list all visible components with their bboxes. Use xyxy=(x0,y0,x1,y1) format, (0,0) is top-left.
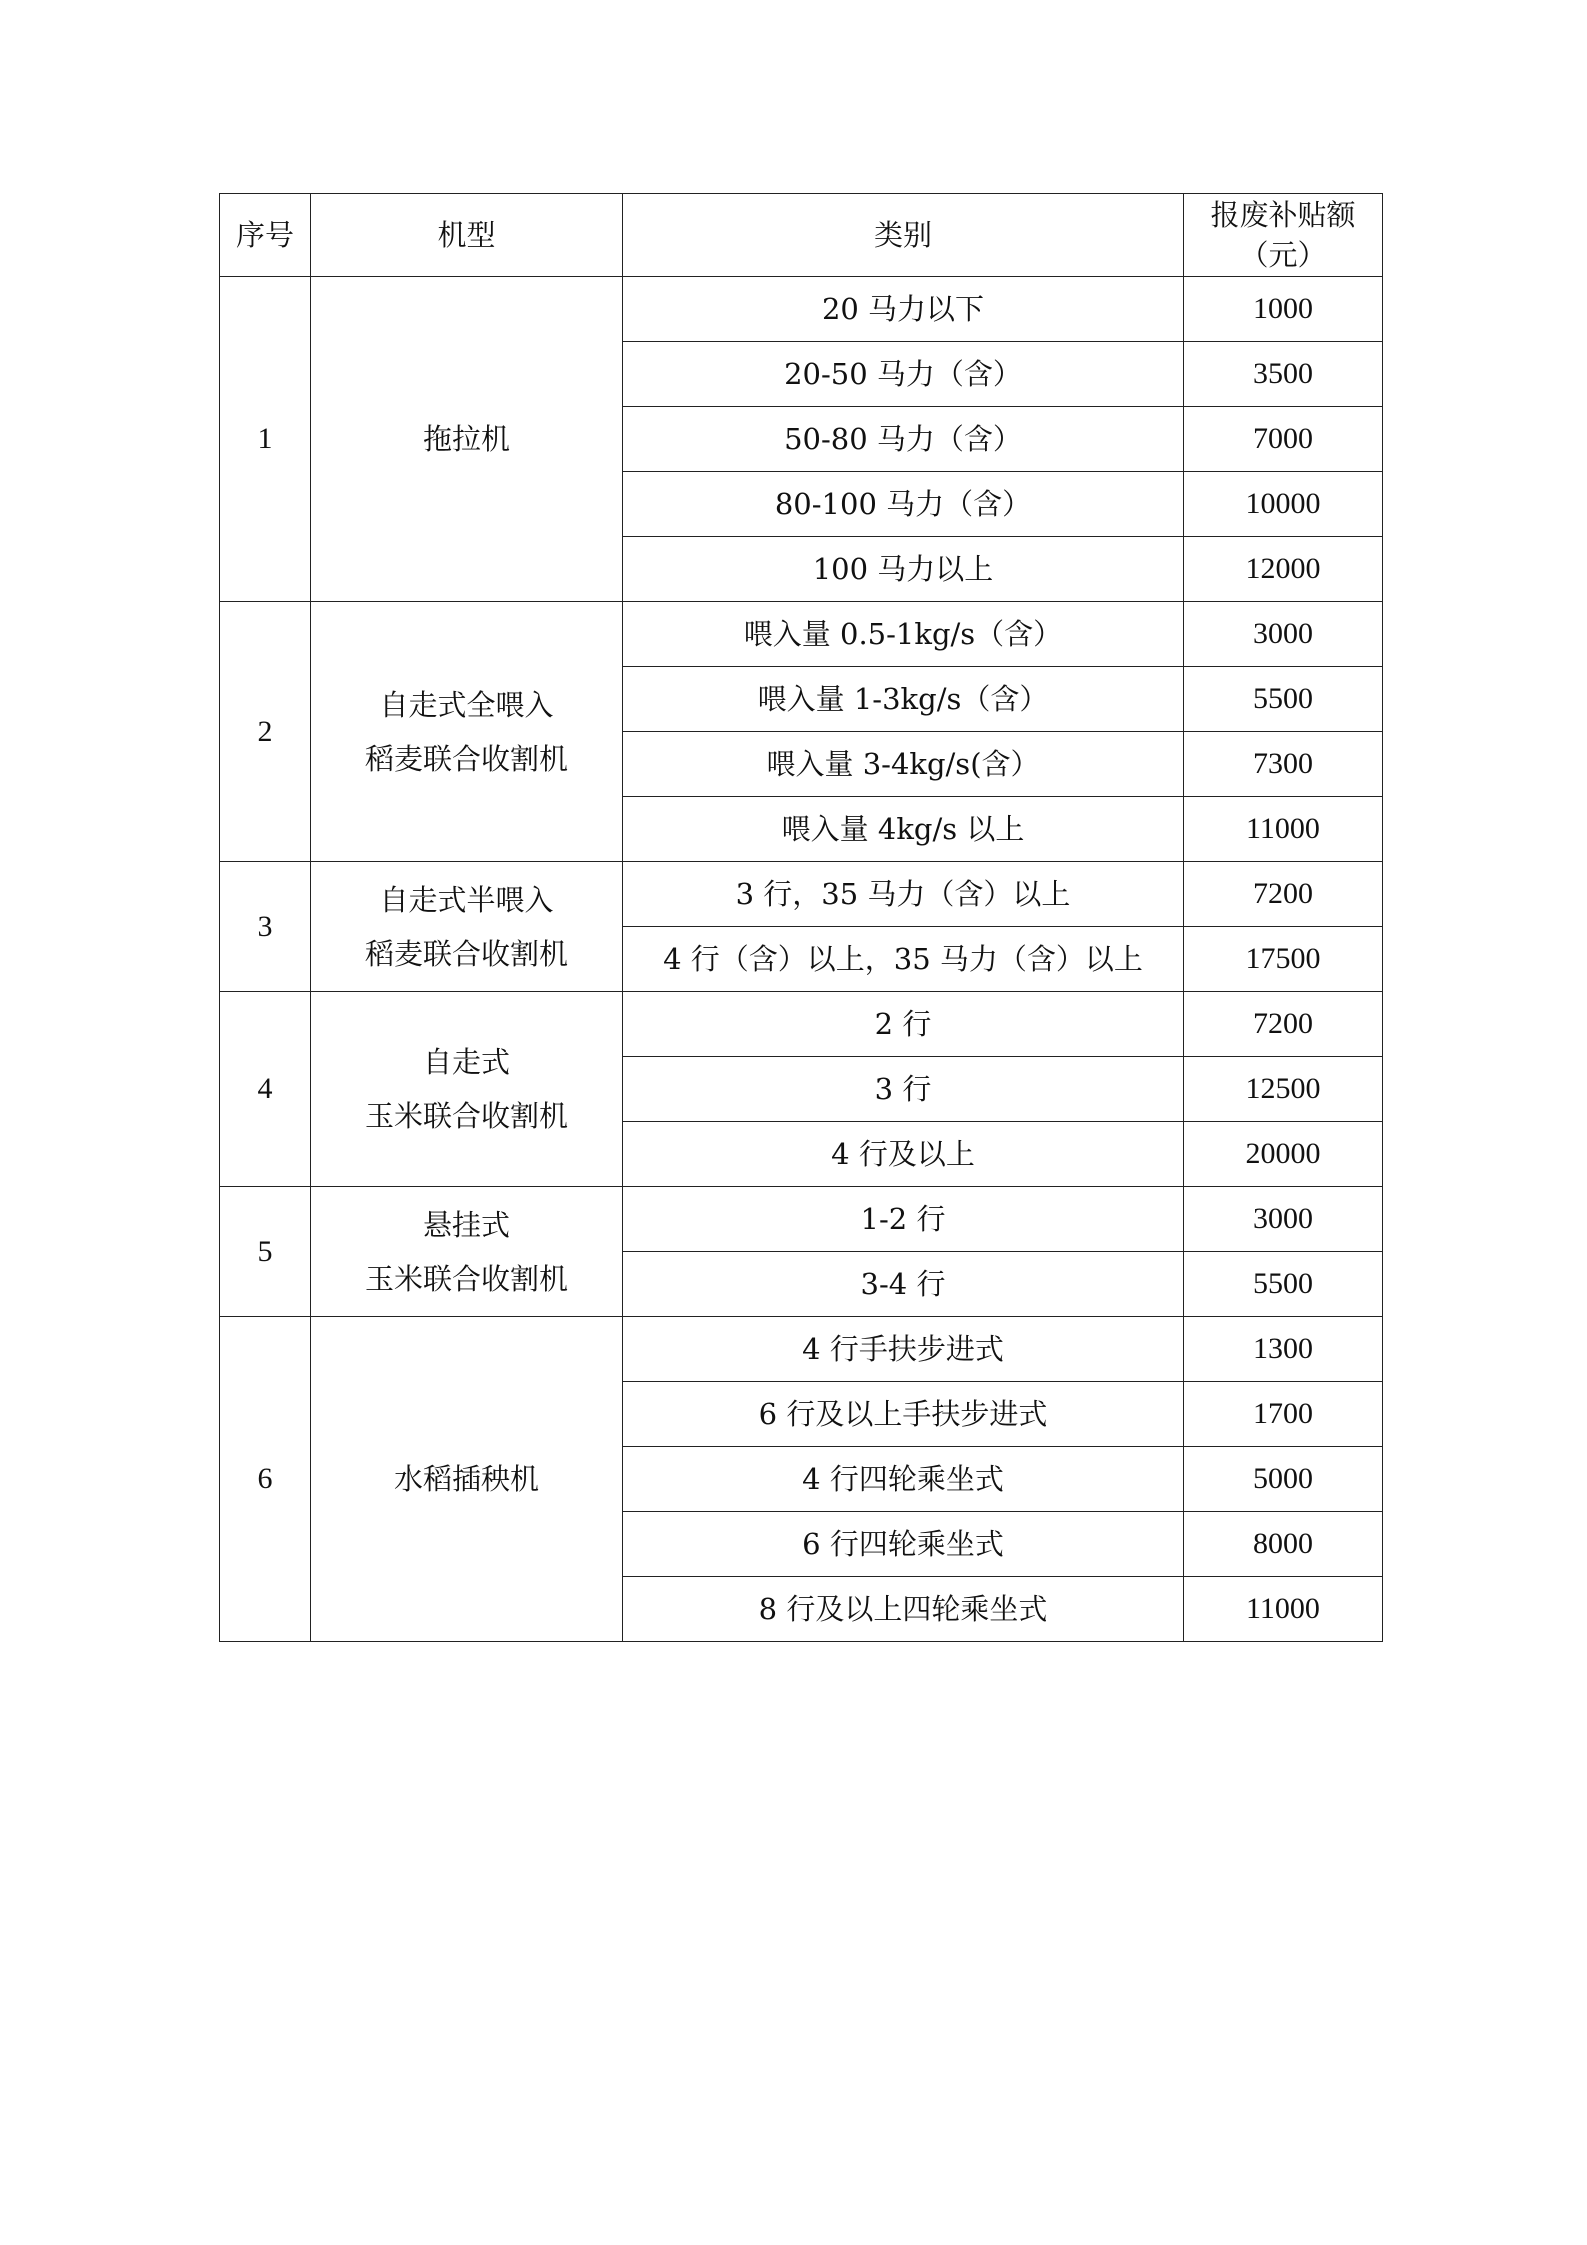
category-cell: 20 马力以下 xyxy=(623,277,1184,342)
header-amount xyxy=(1184,194,1383,277)
machine-model xyxy=(311,1317,623,1642)
machine-model-line: 自走式全喂入 xyxy=(379,687,554,722)
subsidy-table xyxy=(219,193,1383,1642)
row-number: 3 xyxy=(220,862,311,992)
table-row xyxy=(220,277,1383,342)
category-cell: 20-50 马力（含） xyxy=(623,342,1184,407)
header-amount-line2: （元） xyxy=(1239,238,1327,272)
category-cell: 喂入量 3-4kg/s(含） xyxy=(623,732,1184,797)
category-cell: 2 行 xyxy=(623,992,1184,1057)
table-row xyxy=(220,862,1383,927)
subsidy-amount-cell: 7000 xyxy=(1184,407,1383,472)
subsidy-amount-cell: 7200 xyxy=(1184,862,1383,927)
subsidy-amount-cell: 12000 xyxy=(1184,537,1383,602)
machine-model-line: 拖拉机 xyxy=(422,422,510,456)
row-number: 2 xyxy=(220,602,311,862)
category-cell: 1-2 行 xyxy=(623,1187,1184,1252)
subsidy-amount-cell: 1300 xyxy=(1184,1317,1383,1382)
subsidy-amount-cell: 3000 xyxy=(1184,1187,1383,1252)
category-cell: 6 行四轮乘坐式 xyxy=(623,1512,1184,1577)
machine-model-line: 自走式半喂入 xyxy=(379,882,554,917)
category-cell: 4 行手扶步进式 xyxy=(623,1317,1184,1382)
subsidy-amount-cell: 12500 xyxy=(1184,1057,1383,1122)
machine-model-line: 玉米联合收割机 xyxy=(364,1261,568,1296)
category-cell: 100 马力以上 xyxy=(623,537,1184,602)
machine-model-line: 悬挂式 xyxy=(422,1207,510,1242)
subsidy-amount-cell: 17500 xyxy=(1184,927,1383,992)
subsidy-amount-cell: 20000 xyxy=(1184,1122,1383,1187)
category-cell: 4 行（含）以上，35 马力（含）以上 xyxy=(623,927,1184,992)
row-number: 5 xyxy=(220,1187,311,1317)
header-model: 机型 xyxy=(311,194,623,277)
header-no: 序号 xyxy=(220,194,311,277)
machine-model-line: 自走式 xyxy=(422,1045,510,1079)
category-cell: 3 行 xyxy=(623,1057,1184,1122)
category-cell: 6 行及以上手扶步进式 xyxy=(623,1382,1184,1447)
machine-model xyxy=(311,277,623,602)
subsidy-amount-cell: 11000 xyxy=(1184,797,1383,862)
subsidy-amount-cell: 11000 xyxy=(1184,1577,1383,1642)
subsidy-amount-cell: 8000 xyxy=(1184,1512,1383,1577)
machine-model-line: 水稻插秧机 xyxy=(393,1462,539,1496)
category-cell: 喂入量 1-3kg/s（含） xyxy=(623,667,1184,732)
category-cell: 80-100 马力（含） xyxy=(623,472,1184,537)
subsidy-amount-cell: 3000 xyxy=(1184,602,1383,667)
subsidy-amount-cell: 7200 xyxy=(1184,992,1383,1057)
machine-model xyxy=(311,602,623,862)
machine-model xyxy=(311,992,623,1187)
row-number: 1 xyxy=(220,277,311,602)
machine-model-line: 稻麦联合收割机 xyxy=(364,741,568,776)
table-row xyxy=(220,1187,1383,1252)
category-cell: 4 行及以上 xyxy=(623,1122,1184,1187)
table-row xyxy=(220,1317,1383,1382)
subsidy-amount-cell: 1000 xyxy=(1184,277,1383,342)
header-category: 类别 xyxy=(623,194,1184,277)
subsidy-amount-cell: 5500 xyxy=(1184,667,1383,732)
category-cell: 3-4 行 xyxy=(623,1252,1184,1317)
table-body xyxy=(220,277,1383,1642)
category-cell: 喂入量 0.5-1kg/s（含） xyxy=(623,602,1184,667)
row-number: 4 xyxy=(220,992,311,1187)
category-cell: 4 行四轮乘坐式 xyxy=(623,1447,1184,1512)
subsidy-amount-cell: 7300 xyxy=(1184,732,1383,797)
subsidy-amount-cell: 5000 xyxy=(1184,1447,1383,1512)
row-number: 6 xyxy=(220,1317,311,1642)
machine-model xyxy=(311,862,623,992)
table-header xyxy=(220,194,1383,277)
category-cell: 8 行及以上四轮乘坐式 xyxy=(623,1577,1184,1642)
table-row xyxy=(220,992,1383,1057)
category-cell: 喂入量 4kg/s 以上 xyxy=(623,797,1184,862)
subsidy-amount-cell: 10000 xyxy=(1184,472,1383,537)
subsidy-amount-cell: 1700 xyxy=(1184,1382,1383,1447)
subsidy-amount-cell: 3500 xyxy=(1184,342,1383,407)
category-cell: 50-80 马力（含） xyxy=(623,407,1184,472)
category-cell: 3 行，35 马力（含）以上 xyxy=(623,862,1184,927)
machine-model-line: 稻麦联合收割机 xyxy=(364,936,568,971)
table-row xyxy=(220,602,1383,667)
header-row xyxy=(220,194,1383,277)
machine-model xyxy=(311,1187,623,1317)
subsidy-amount-cell: 5500 xyxy=(1184,1252,1383,1317)
machine-model-line: 玉米联合收割机 xyxy=(364,1099,568,1133)
header-amount-line1: 报废补贴额 xyxy=(1210,198,1356,232)
